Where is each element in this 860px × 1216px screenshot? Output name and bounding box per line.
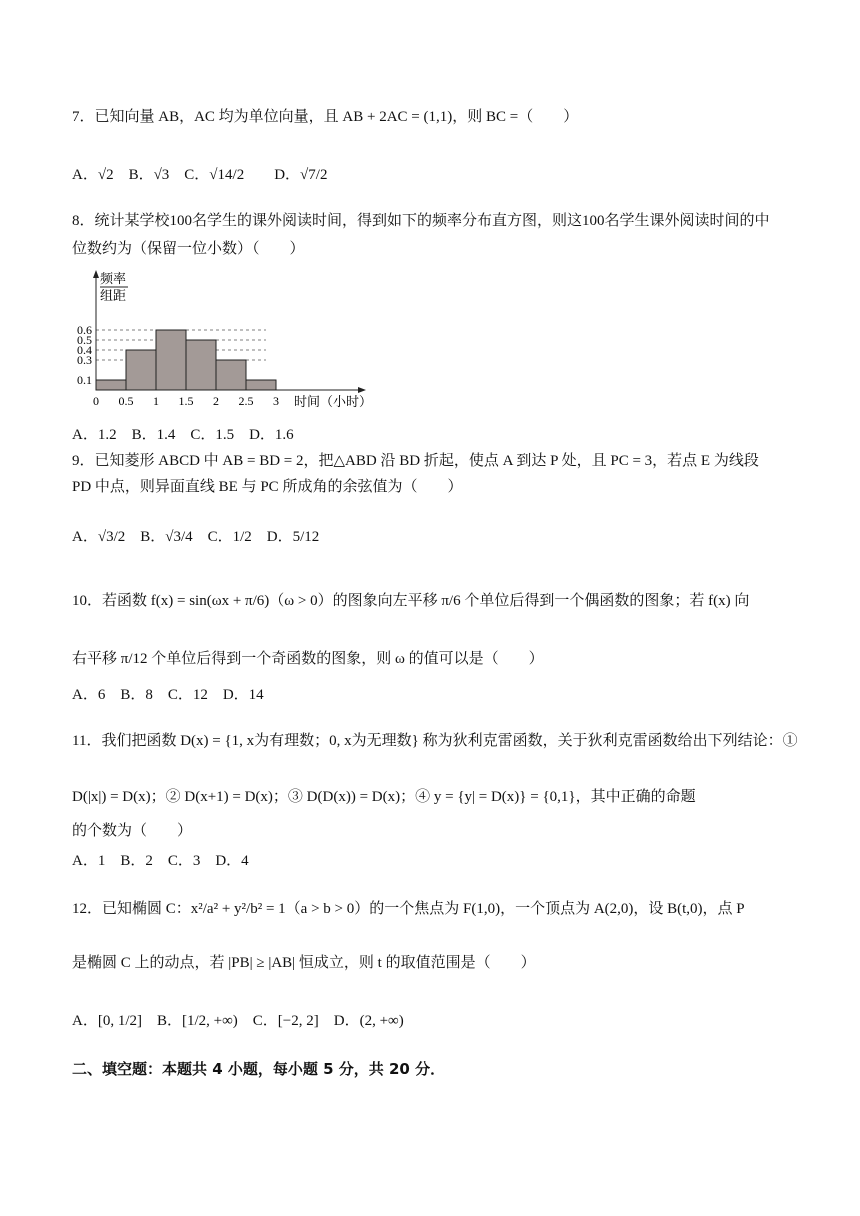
question-10-line-2: 右平移 π/12 个单位后得到一个奇函数的图象，则 ω 的值可以是（ ） — [72, 651, 544, 667]
question-11-line-2: D(|x|) = D(x)；② D(x+1) = D(x)；③ D(D(x)) = D(x)；④ y = {y| = D(x)} = {0,1}，其中正确的命题 — [72, 789, 696, 805]
y-axis-arrow — [93, 270, 99, 278]
question-7-options: A．√2 B．√3 C．√14/2 D．√7/2 — [72, 167, 328, 183]
x-tick-label: 3 — [273, 394, 279, 408]
x-tick-label: 0.5 — [118, 394, 134, 408]
y-tick-label: 0.4 — [77, 343, 92, 357]
question-12-line-2: 是椭圆 C 上的动点，若 |PB| ≥ |AB| 恒成立，则 t 的取值范围是（ ） — [72, 955, 536, 971]
question-7-text: 7．已知向量 AB，AC 均为单位向量，且 AB + 2AC = (1,1)，则 BC =（ ） — [72, 109, 579, 125]
question-11-line-3: 的个数为（ ） — [72, 823, 193, 839]
x-tick-label: 2 — [213, 394, 219, 408]
histogram-y-ticks — [77, 323, 92, 387]
question-11-line-1: 11．我们把函数 D(x) = {1, x为有理数；0, x为无理数} 称为狄利克雷函数，关于狄利克雷函数给出下列结论：① — [72, 733, 798, 749]
histogram-y-axis-label — [100, 271, 128, 303]
section-2-heading: 二、填空题：本题共 4 小题，每小题 5 分，共 20 分． — [72, 1060, 446, 1078]
histogram-bar — [96, 380, 126, 390]
histogram-bar — [156, 330, 186, 390]
y-label-bottom: 组距 — [100, 288, 127, 303]
histogram-x-ticks — [93, 394, 279, 408]
question-8-line-1: 8．统计某学校100名学生的课外阅读时间，得到如下的频率分布直方图，则这100名学生课外阅读时间的中 — [72, 213, 770, 229]
question-8-line-2: 位数约为（保留一位小数）（ ） — [72, 241, 305, 257]
x-axis-label: 时间（小时） — [294, 394, 373, 409]
question-9-line-1: 9．已知菱形 ABCD 中 AB = BD = 2，把△ABD 沿 BD 折起，使点 A 到达 P 处，且 PC = 3，若点 E 为线段 — [72, 453, 759, 469]
question-12-line-1: 12．已知椭圆 C：x²/a² + y²/b² = 1（a > b > 0）的一个焦点为 F(1,0)，一个顶点为 A(2,0)，设 B(t,0)，点 P — [72, 901, 745, 917]
question-12-options: A．[0, 1/2] B．[1/2, +∞) C．[−2, 2] D．(2, +∞) — [72, 1013, 404, 1029]
histogram-bar — [246, 380, 276, 390]
y-tick-label: 0.5 — [77, 333, 92, 347]
y-label-top: 频率 — [100, 271, 127, 286]
x-tick-label: 2.5 — [238, 394, 254, 408]
x-axis-arrow — [358, 387, 366, 393]
y-tick-label: 0.6 — [77, 323, 92, 337]
question-11-options: A．1 B．2 C．3 D．4 — [72, 853, 249, 869]
question-9-options: A．√3/2 B．√3/4 C．1/2 D．5/12 — [72, 529, 320, 545]
histogram-chart — [66, 266, 386, 416]
y-tick-label: 0.1 — [77, 373, 92, 387]
x-tick-label: 1.5 — [178, 394, 194, 408]
question-8-options: A．1.2 B．1.4 C．1.5 D．1.6 — [72, 427, 294, 443]
question-10-options: A．6 B．8 C．12 D．14 — [72, 687, 264, 703]
x-tick-label: 1 — [153, 394, 159, 408]
histogram-bar — [126, 350, 156, 390]
histogram-bar — [186, 340, 216, 390]
x-tick-label: 0 — [93, 394, 99, 408]
y-tick-label: 0.3 — [77, 353, 92, 367]
question-9-line-2: PD 中点，则异面直线 BE 与 PC 所成角的余弦值为（ ） — [72, 479, 463, 495]
question-10-line-1: 10．若函数 f(x) = sin(ωx + π/6)（ω > 0）的图象向左平移 π/6 个单位后得到一个偶函数的图象；若 f(x) 向 — [72, 593, 750, 609]
histogram-bar — [216, 360, 246, 390]
